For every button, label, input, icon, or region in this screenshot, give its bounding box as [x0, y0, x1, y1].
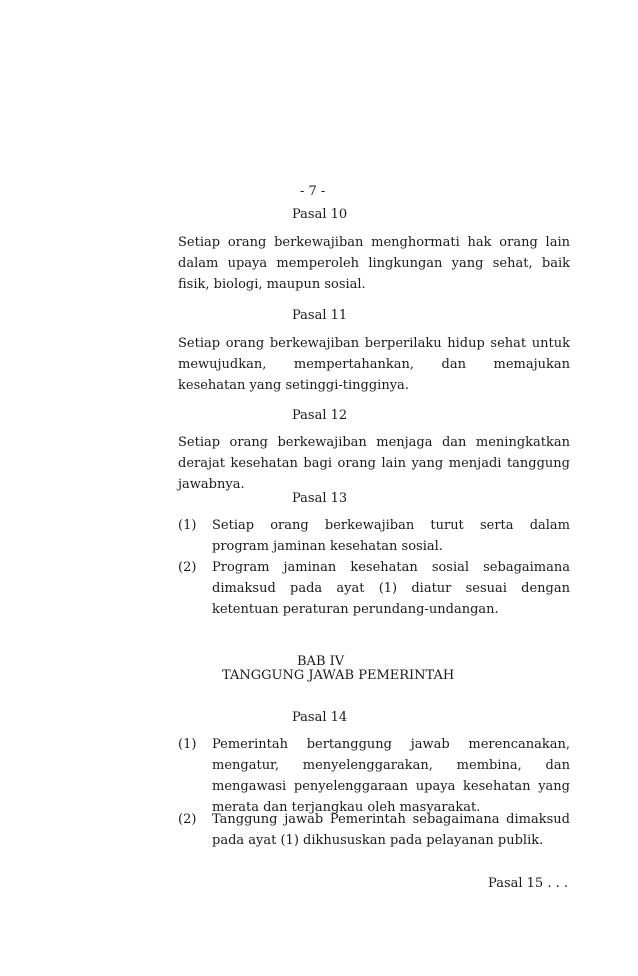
item-text: Pemerintah bertanggung jawab merencanakan, mengatur, menyelenggarakan, membina, dan mengawasi penyelenggaraan upaya kesehatan yang merata dan terjangkau oleh masyarakat. — [212, 737, 570, 815]
item-number: (1) — [178, 518, 197, 533]
pasal-13-heading: Pasal 13 — [292, 491, 348, 506]
pasal-13-item-2 — [178, 557, 570, 620]
pasal-10-heading: Pasal 10 — [292, 207, 348, 222]
pasal-11-text: Setiap orang berkewajiban berperilaku hidup sehat untuk mewujudkan, mempertahankan, dan memajukan kesehatan yang setinggi-tingginya. — [178, 336, 570, 393]
page-number: - 7 - — [300, 184, 326, 199]
item-text: Setiap orang berkewajiban turut serta dalam program jaminan kesehatan sosial. — [212, 518, 570, 554]
bab-number: BAB IV — [297, 654, 345, 669]
pasal-13-item-1 — [178, 515, 570, 557]
item-text: Program jaminan kesehatan sosial sebagaimana dimaksud pada ayat (1) diatur sesuai dengan ketentuan peraturan perundang-undangan. — [212, 560, 570, 617]
pasal-14-item-2 — [178, 809, 570, 851]
item-number: (1) — [178, 737, 197, 752]
pasal-11-heading: Pasal 11 — [292, 308, 348, 323]
pasal-14-item-1 — [178, 734, 570, 818]
bab-title: TANGGUNG JAWAB PEMERINTAH — [222, 668, 455, 683]
pasal-10-text: Setiap orang berkewajiban menghormati hak orang lain dalam upaya memperoleh lingkungan yang sehat, baik fisik, biologi, maupun sosial. — [178, 235, 570, 292]
item-number: (2) — [178, 812, 197, 827]
pasal-12-heading: Pasal 12 — [292, 408, 348, 423]
pasal-12-text: Setiap orang berkewajiban menjaga dan meningkatkan derajat kesehatan bagi orang lain yang menjadi tanggung jawabnya. — [178, 435, 570, 492]
pasal-14-heading: Pasal 14 — [292, 710, 348, 725]
next-page-reference: Pasal 15 . . . — [488, 876, 568, 891]
item-text: Tanggung jawab Pemerintah sebagaimana dimaksud pada ayat (1) dikhususkan pada pelayanan publik. — [212, 812, 570, 848]
item-number: (2) — [178, 560, 197, 575]
